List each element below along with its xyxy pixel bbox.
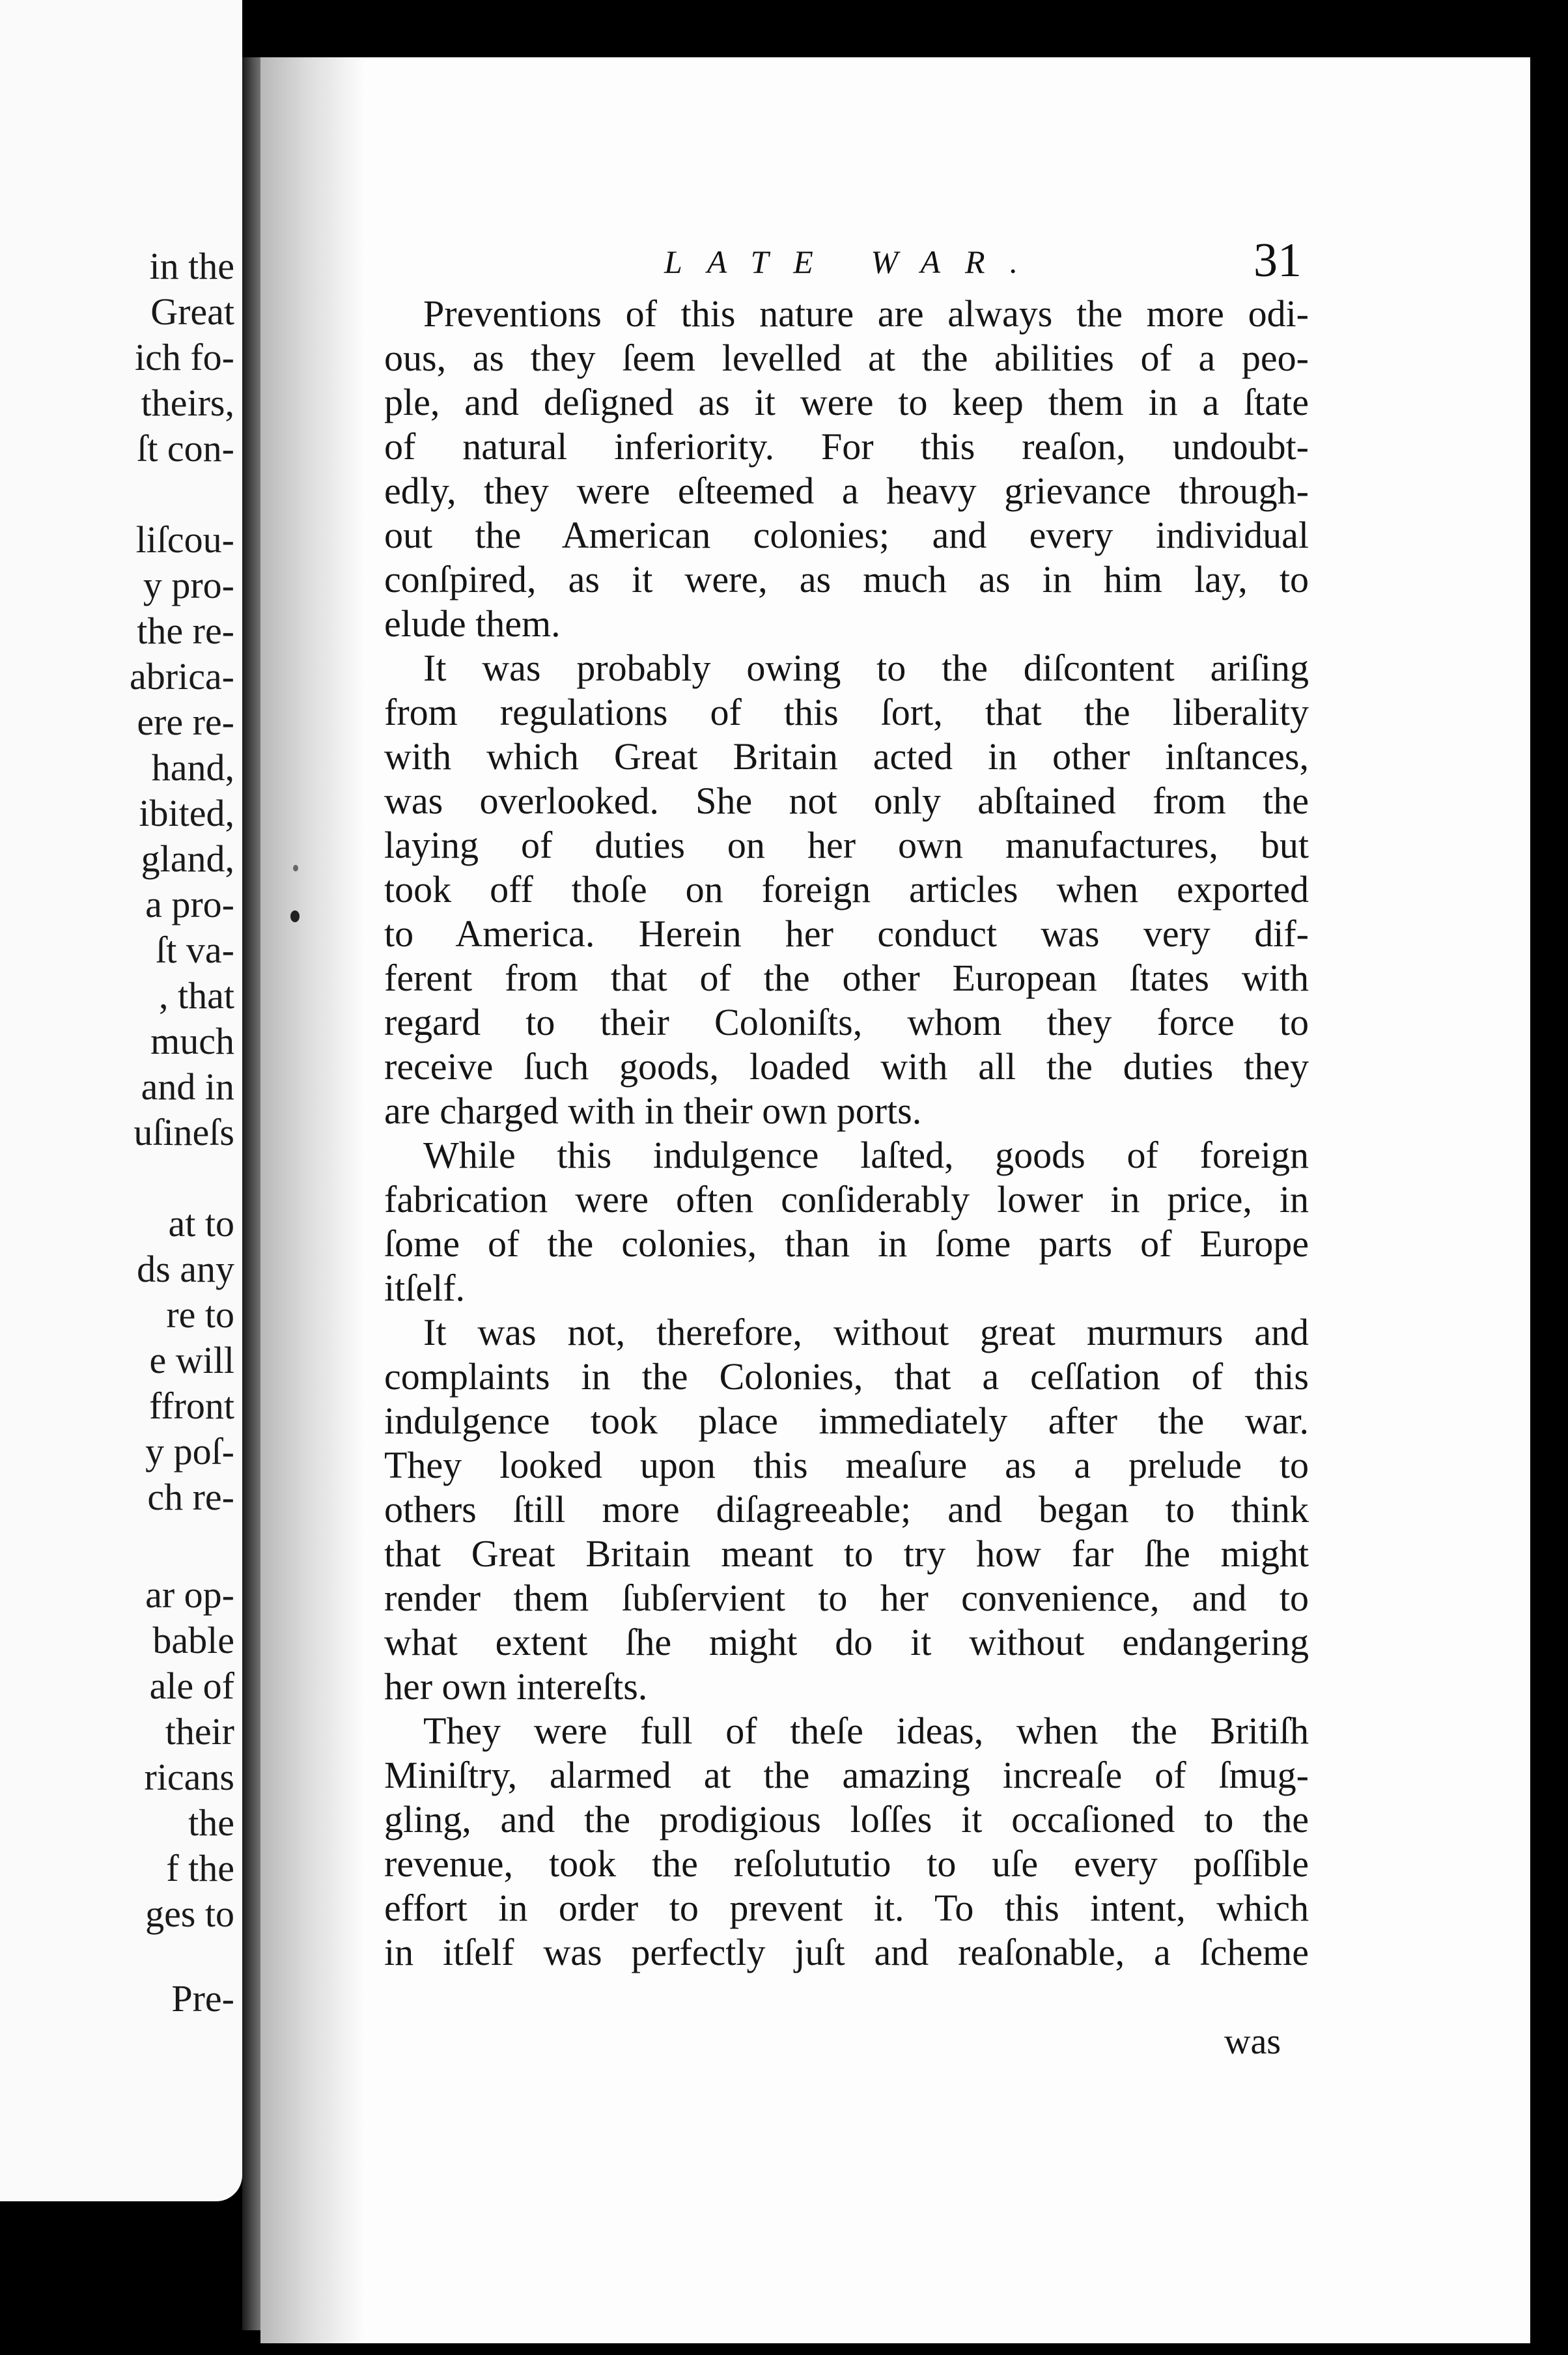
text-line: took off thoſe on foreign articles when exported — [384, 868, 1309, 910]
text-line: elude them. — [384, 602, 561, 645]
text-line: Miniſtry, alarmed at the amazing increaſe of ſmug- — [384, 1754, 1309, 1796]
right-page — [260, 57, 1530, 2343]
left-page-line: at to — [168, 1202, 234, 1245]
left-page-line: ale of — [149, 1665, 234, 1707]
left-page-line: ricans — [144, 1756, 234, 1798]
left-page-line: ffront — [148, 1385, 234, 1427]
text-line: of natural inferiority. For this reaſon, undoubt- — [384, 425, 1309, 468]
body-text — [384, 292, 1309, 1975]
left-page-line: ges to — [145, 1893, 234, 1935]
text-line: from regulations of this ſort, that the liberality — [384, 691, 1309, 733]
page-number: 31 — [1253, 234, 1302, 287]
text-line: others ſtill more diſagreeable; and began to think — [384, 1488, 1309, 1530]
left-page-line: e will — [149, 1339, 234, 1381]
text-line: effort in order to prevent it. To this intent, which — [384, 1887, 1309, 1929]
text-line: her own intereſts. — [384, 1665, 648, 1708]
text-line: complaints in the Colonies, that a ceſſation of this — [384, 1355, 1309, 1398]
ink-spot — [290, 910, 300, 922]
left-page-line: y pro- — [143, 564, 234, 606]
left-page-line: a pro- — [145, 883, 234, 925]
text-line: what extent ſhe might do it without endangering — [384, 1621, 1309, 1663]
left-page-line: Pre- — [171, 1977, 234, 2020]
ink-spot — [293, 865, 298, 871]
left-page-line: the — [188, 1801, 234, 1844]
left-page-line: ar op- — [145, 1573, 234, 1616]
text-line: They looked upon this meaſure as a prelude to — [384, 1444, 1309, 1486]
left-page-line: their — [165, 1710, 234, 1753]
left-page-line: abrica- — [130, 655, 234, 698]
left-page-line: ibited, — [139, 792, 234, 834]
left-page-line: bable — [152, 1619, 234, 1661]
left-page-line: theirs, — [141, 382, 234, 424]
text-line: Preventions of this nature are always the more odi- — [423, 292, 1309, 335]
left-page-line: liſcou- — [135, 518, 234, 561]
left-page-line: f the — [166, 1847, 234, 1889]
left-page-line: ich fo- — [135, 336, 234, 378]
text-line: They were full of theſe ideas, when the Britiſh — [423, 1710, 1309, 1752]
left-page-line: , that — [159, 974, 234, 1017]
page-shadow — [260, 57, 365, 2343]
text-line: itſelf. — [384, 1267, 466, 1309]
left-page-line: much — [150, 1020, 234, 1062]
text-line: While this indulgence laſted, goods of foreign — [423, 1134, 1309, 1176]
text-line: It was probably owing to the diſcontent ariſing — [423, 647, 1309, 689]
left-page-line: ere re- — [137, 701, 234, 743]
text-line: indulgence took place immediately after the war. — [384, 1400, 1309, 1442]
left-page-line: ch re- — [147, 1476, 234, 1518]
left-page-line: re to — [166, 1293, 234, 1336]
left-page-line: ſt va- — [156, 929, 234, 971]
text-line: ous, as they ſeem levelled at the abilities of a peo- — [384, 337, 1309, 379]
text-line: render them ſubſervient to her convenience, and to — [384, 1577, 1309, 1619]
left-page-line: and in — [141, 1065, 234, 1108]
left-page-line: gland, — [141, 838, 234, 880]
text-line: in itſelf was perfectly juſt and reaſonable, a ſcheme — [384, 1931, 1309, 1973]
text-line: to America. Herein her conduct was very dif- — [384, 912, 1309, 955]
text-line: edly, they were eſteemed a heavy grievance through- — [384, 470, 1309, 512]
text-line: regard to their Coloniſts, whom they force to — [384, 1001, 1309, 1043]
text-line: revenue, took the reſolututio to uſe every poſſible — [384, 1842, 1309, 1885]
left-page-line: ds any — [137, 1248, 234, 1290]
left-page-fragment — [0, 0, 242, 2201]
text-line: fabrication were often conſiderably lower in price, in — [384, 1178, 1309, 1220]
catchword: was — [1224, 2022, 1281, 2062]
text-line: ſome of the colonies, than in ſome parts of Europe — [384, 1222, 1309, 1265]
left-page-line: the re- — [137, 610, 234, 652]
text-line: that Great Britain meant to try how far ſhe might — [384, 1532, 1309, 1575]
text-line: receive ſuch goods, loaded with all the duties they — [384, 1045, 1309, 1088]
left-page-line: hand, — [151, 746, 234, 789]
text-line: was overlooked. She not only abſtained from the — [384, 780, 1309, 822]
text-line: out the American colonies; and every individual — [384, 514, 1309, 556]
left-page-line: y poſ- — [145, 1430, 234, 1473]
text-line: conſpired, as it were, as much as in him lay, to — [384, 558, 1309, 600]
text-line: ferent from that of the other European ſtates with — [384, 957, 1309, 999]
text-line: are charged with in their own ports. — [384, 1090, 922, 1132]
running-header: LATE WAR. — [664, 244, 1043, 280]
left-page-line: in the — [149, 245, 234, 287]
left-page-line: Great — [150, 290, 234, 333]
text-line: It was not, therefore, without great murmurs and — [423, 1311, 1309, 1353]
left-page-line: ſt con- — [137, 427, 234, 470]
text-line: laying of duties on her own manufactures, but — [384, 824, 1309, 866]
text-line: ple, and deſigned as it were to keep them in a ſtate — [384, 381, 1309, 423]
text-line: with which Great Britain acted in other inſtances, — [384, 735, 1309, 778]
left-page-line: uſineſs — [133, 1111, 234, 1153]
text-line: gling, and the prodigious loſſes it occaſioned to the — [384, 1798, 1309, 1840]
